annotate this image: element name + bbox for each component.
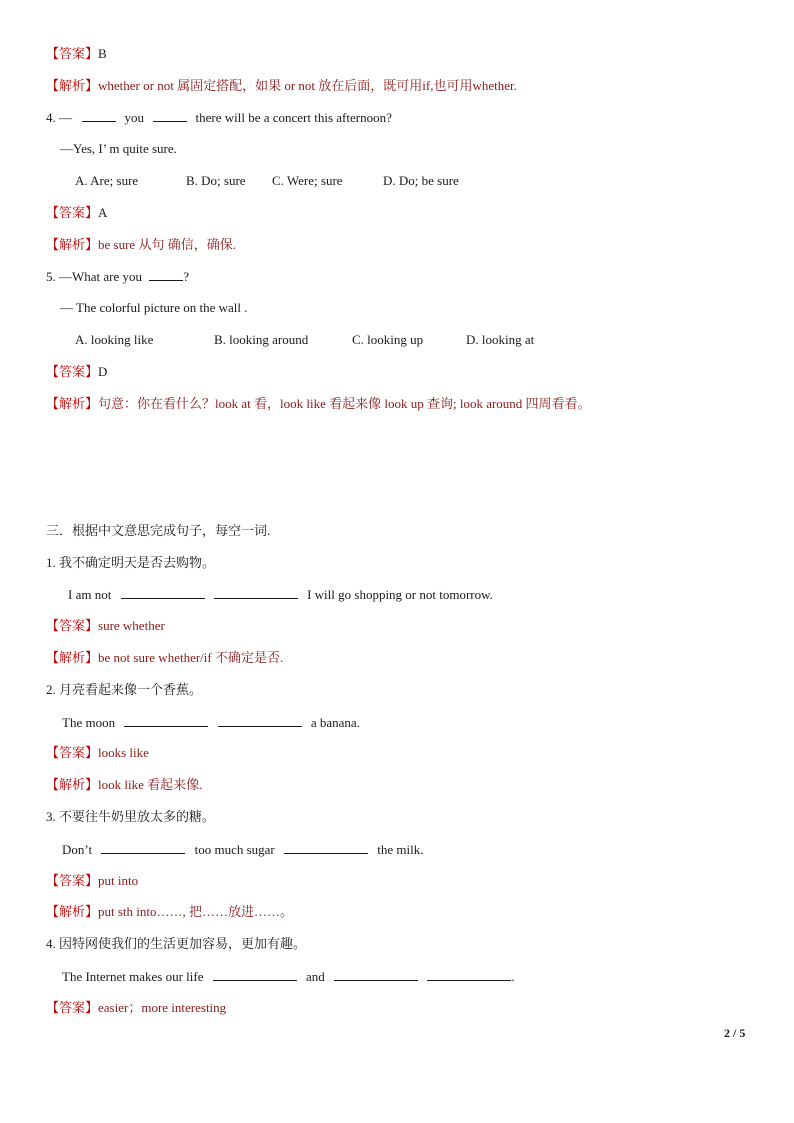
question-5	[46, 267, 189, 286]
sentence-text: The moon	[62, 715, 116, 730]
analysis-tag: 【解析】	[46, 237, 99, 252]
answer-blank	[149, 267, 183, 281]
option-b: B. Do; sure	[186, 173, 246, 188]
analysis-text: be not sure whether/if 不确定是否.	[98, 650, 284, 665]
option-b: B. looking around	[214, 332, 309, 347]
option-d: D. Do; be sure	[383, 173, 459, 188]
answer-line	[46, 999, 226, 1017]
analysis-tag: 【解析】	[46, 777, 99, 792]
answer-tag: 【答案】	[46, 873, 99, 888]
sentence-text: .	[511, 969, 515, 984]
item-cn: 4. 因特网使我们的生活更加容易，更加有趣。	[46, 936, 307, 951]
answer-blank	[213, 967, 297, 981]
question-text: you	[124, 110, 144, 125]
analysis-text: whether or not 属固定搭配，如果 or not 放在后面，既可用if,也可用whether.	[98, 78, 517, 93]
item-cn: 1. 我不确定明天是否去购物。	[46, 555, 216, 570]
analysis-line	[46, 903, 293, 921]
answer-blank	[153, 108, 187, 122]
answer-value: put into	[98, 873, 139, 888]
reply-line: —Yes, I’ m quite sure.	[60, 141, 177, 156]
analysis-line	[46, 236, 236, 254]
section-title: 三．根据中文意思完成句子，每空一词.	[46, 523, 271, 538]
answer-tag: 【答案】	[46, 1000, 99, 1015]
question-text: 5. —What are you	[46, 269, 143, 284]
reply-line: — The colorful picture on the wall .	[60, 300, 248, 315]
option-c: C. looking up	[352, 332, 424, 347]
item-cn: 2. 月亮看起来像一个香蕉。	[46, 682, 203, 697]
analysis-line	[46, 395, 591, 413]
answer-tag: 【答案】	[46, 618, 99, 633]
analysis-text: put sth into……, 把……放进……。	[98, 904, 294, 919]
answer-blank	[334, 967, 418, 981]
sentence-text: a banana.	[310, 715, 360, 730]
option-c: C. Were; sure	[272, 173, 343, 188]
analysis-line	[46, 776, 202, 794]
analysis-line	[46, 649, 283, 667]
item-en	[62, 713, 360, 732]
answer-value: looks like	[98, 745, 149, 760]
answer-blank	[101, 840, 185, 854]
item-en	[62, 967, 515, 986]
question-mark: ?	[183, 269, 190, 284]
answer-line	[46, 617, 165, 635]
analysis-tag: 【解析】	[46, 78, 99, 93]
item-cn: 3. 不要往牛奶里放太多的糖。	[46, 809, 216, 824]
analysis-line	[46, 77, 517, 95]
analysis-tag: 【解析】	[46, 396, 99, 411]
answer-line	[46, 204, 107, 222]
answer-value: D	[98, 364, 108, 379]
sentence-text: too much sugar	[194, 842, 275, 857]
answer-blank	[427, 967, 511, 981]
answer-blank	[214, 585, 298, 599]
answer-value: easier；more interesting	[98, 1000, 227, 1015]
answer-tag: 【答案】	[46, 46, 99, 61]
option-d: D. looking at	[466, 332, 535, 347]
answer-line	[46, 45, 107, 63]
sentence-text: and	[306, 969, 325, 984]
answer-blank	[82, 108, 116, 122]
answer-blank	[124, 713, 208, 727]
analysis-text: 句意：你在看什么？look at 看，look like 看起来像 look up 查询; look around 四周看看。	[98, 396, 591, 411]
answer-value: sure whether	[98, 618, 165, 633]
answer-tag: 【答案】	[46, 364, 99, 379]
option-a: A. Are; sure	[75, 173, 139, 188]
answer-value: B	[98, 46, 107, 61]
item-en	[68, 585, 493, 604]
option-a: A. looking like	[75, 332, 154, 347]
answer-blank	[284, 840, 368, 854]
answer-line	[46, 363, 107, 381]
page-number: 2 / 5	[724, 1026, 746, 1040]
item-en	[62, 840, 423, 859]
question-text: there will be a concert this afternoon?	[195, 110, 392, 125]
answer-value: A	[98, 205, 108, 220]
sentence-text: I will go shopping or not tomorrow.	[307, 587, 493, 602]
answer-blank	[121, 585, 205, 599]
analysis-text: be sure 从句 确信，确保.	[98, 237, 236, 252]
analysis-tag: 【解析】	[46, 904, 99, 919]
question-number: 4. —	[46, 110, 72, 125]
analysis-tag: 【解析】	[46, 650, 99, 665]
answer-tag: 【答案】	[46, 745, 99, 760]
answer-line	[46, 744, 149, 762]
analysis-text: look like 看起来像.	[98, 777, 203, 792]
sentence-text: I am not	[68, 587, 112, 602]
answer-line	[46, 872, 138, 890]
sentence-text: the milk.	[377, 842, 424, 857]
question-4	[46, 108, 392, 127]
answer-tag: 【答案】	[46, 205, 99, 220]
answer-blank	[218, 713, 302, 727]
sentence-text: The Internet makes our life	[62, 969, 204, 984]
sentence-text: Don’t	[62, 842, 93, 857]
